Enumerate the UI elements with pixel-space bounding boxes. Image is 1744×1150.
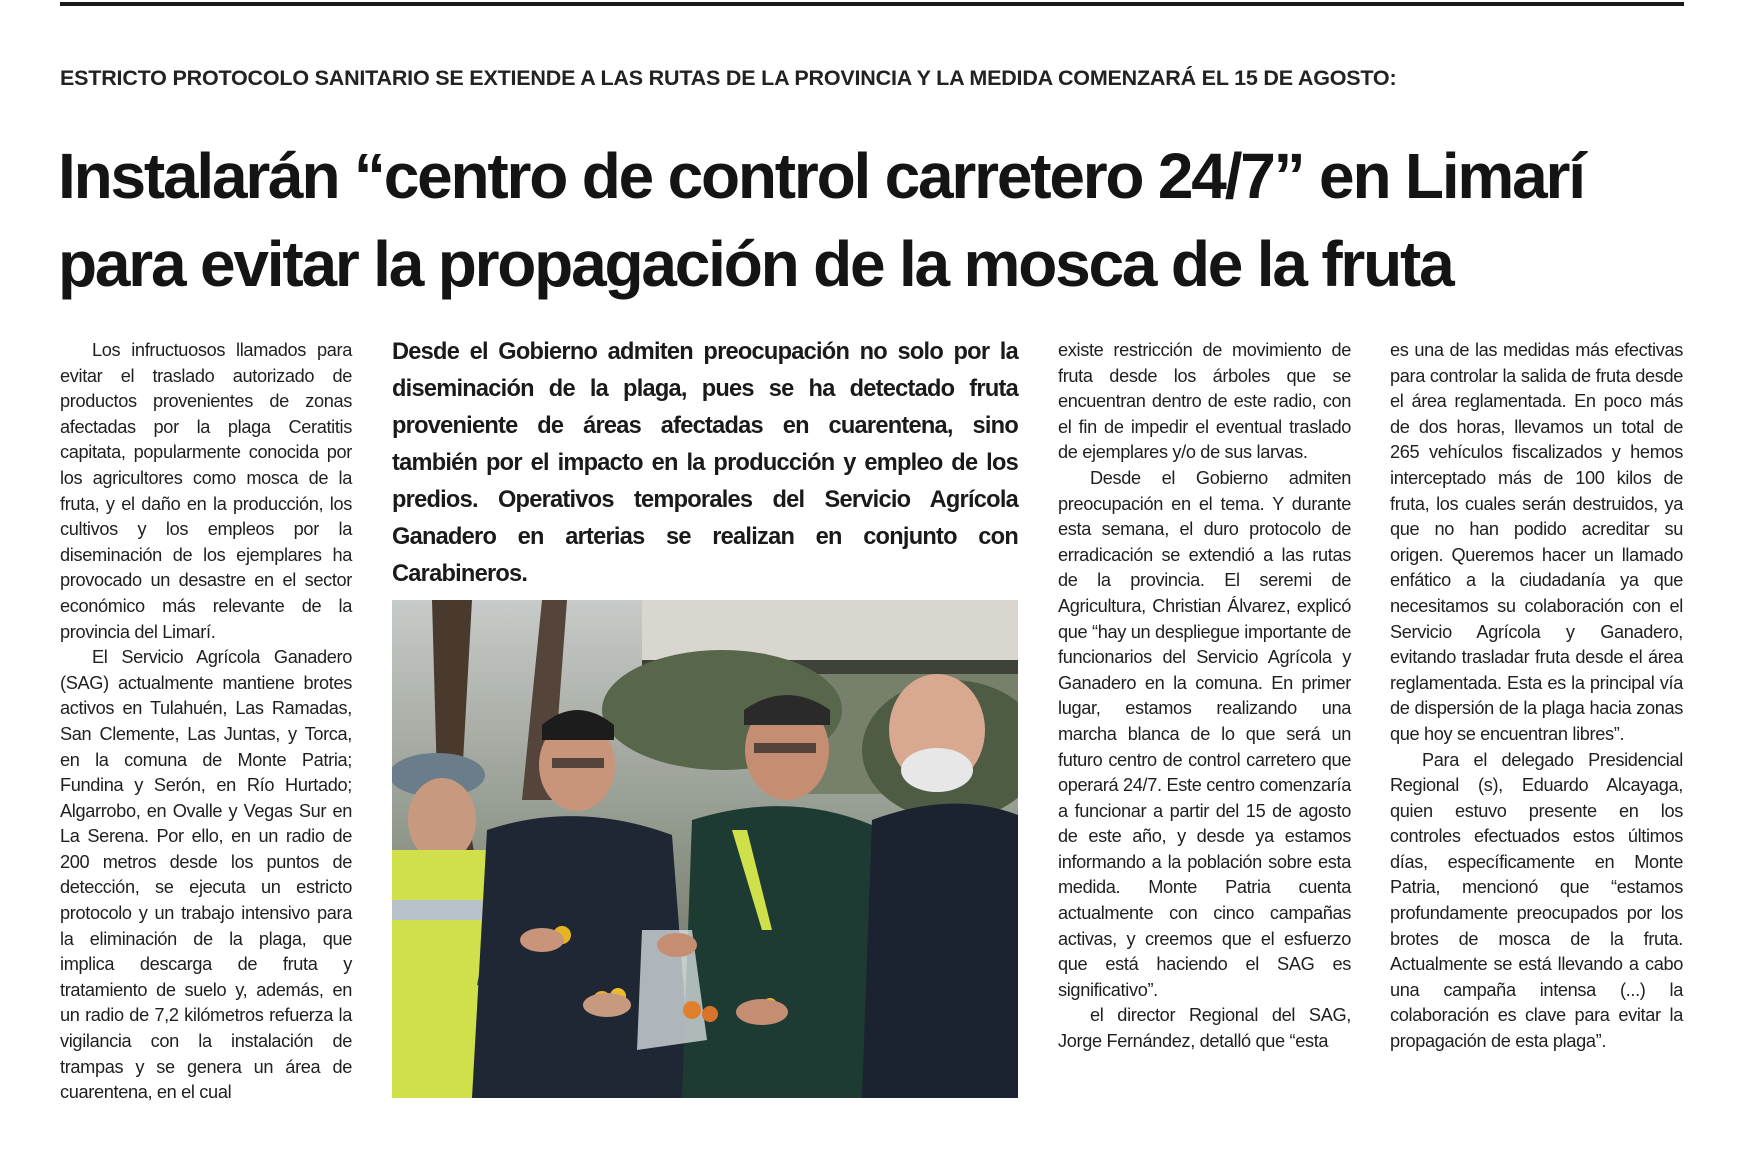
- paragraph: Desde el Gobierno admiten preocupación en el tema. Y durante esta semana, el duro protocolo de erradicación se extendió a las rutas de la provincia. El seremi de Agricultura, Christian Álvarez, explicó que “hay un despliegue importante de funcionarios del Servicio Agrícola y Ganadero en la comuna. En primer lugar, estamos realizando una marcha blanca de lo que será un futuro centro de control carretero que operará 24/7. Este centro comenzaría a funcionar a partir del 15 de agosto de este año, y desde ya estamos informando a la población sobre esta medida. Monte Patria cuenta actualmente con cinco campañas activas, y creemos que el esfuerzo que está haciendo el SAG es significativo”.: [1058, 467, 1351, 1000]
- paragraph: Los infructuosos llamados para evitar el traslado autorizado de productos provenientes de zonas afectadas por la plaga Ceratitis capitata, popularmente conocida por los agricultores como mosca de la fruta, y el daño en la producción, los cultivos y los empleos por la diseminación de los ejemplares ha provocado un desastre en el sector económico más relevante de la provincia del Limarí.: [60, 340, 352, 642]
- paragraph: existe restricción de movimiento de fruta desde los árboles que se encuentran dentro de este radio, con el fin de impedir el eventual traslado de ejemplares y/o de sus larvas.: [1058, 340, 1351, 463]
- paragraph: Para el delegado Presidencial Regional (s), Eduardo Alcayaga, quien estuvo presente en los controles efectuados estos últimos días, específicamente en Monte Patria, mencionó que “estamos profundamente preocupados por los brotes de mosca de la fruta. Actualmente se está llevando a cabo una campaña intensa (...) la colaboración es clave para evitar la propagación de esta plaga”.: [1390, 749, 1683, 1052]
- article-photo: [392, 600, 1018, 1098]
- paragraph: es una de las medidas más efectivas para controlar la salida de fruta desde el área reglamentada. En poco más de dos horas, llevamos un total de 265 vehículos fiscalizados y hemos interceptado más de 100 kilos de fruta, los cuales serán destruidos, ya que no han podido acreditar su origen. Queremos hacer un llamado enfático a la ciudadanía ya que necesitamos su colaboración con el Servicio Agrícola y Ganadero, evitando trasladar fruta desde el área reglamentada. Esta es la principal vía de dispersión de la plaga hacia zonas que hoy se encuentran libres”.: [1390, 340, 1683, 744]
- top-rule: [60, 2, 1684, 6]
- paragraph: el director Regional del SAG, Jorge Fernández, detalló que “esta: [1058, 1005, 1351, 1052]
- headline-line-1: Instalarán “centro de control carretero 24/7” en Limarí: [58, 140, 1584, 212]
- article-column-4: [1390, 338, 1683, 1055]
- headline-line-2: para evitar la propagación de la mosca de la fruta: [58, 228, 1453, 300]
- headline: [58, 132, 1698, 308]
- kicker: ESTRICTO PROTOCOLO SANITARIO SE EXTIENDE A LAS RUTAS DE LA PROVINCIA Y LA MEDIDA COMENZARÁ EL 15 DE AGOSTO:: [60, 66, 1397, 90]
- paragraph: El Servicio Agrícola Ganadero (SAG) actualmente mantiene brotes activos en Tulahuén, Las Ramadas, San Clemente, Las Juntas, y Torca, en la comuna de Monte Patria; Fundina y Serón, en Río Hurtado; Algarrobo, en Ovalle y Vegas Sur en La Serena. Por ello, en un radio de 200 metros desde los puntos de detección, se ejecuta un estricto protocolo y un trabajo intensivo para la eliminación de la plaga, que implica descarga de fruta y tratamiento de suelo y, además, en un radio de 7,2 kilómetros refuerza la vigilancia con la instalación de trampas y se genera un área de cuarentena, en el cual: [60, 647, 352, 1103]
- article-column-3: [1058, 338, 1351, 1055]
- article-column-1: [60, 338, 352, 1106]
- lead-paragraph: Desde el Gobierno admiten preocupación no solo por la diseminación de la plaga, pues se ha detectado fruta proveniente de áreas afectadas en cuarentena, sino también por el impacto en la producción y empleo de los predios. Operativos temporales del Servicio Agrícola Ganadero en arterias se realizan en conjunto con Carabineros.: [392, 339, 1018, 587]
- photo-illustration: [392, 600, 1018, 1098]
